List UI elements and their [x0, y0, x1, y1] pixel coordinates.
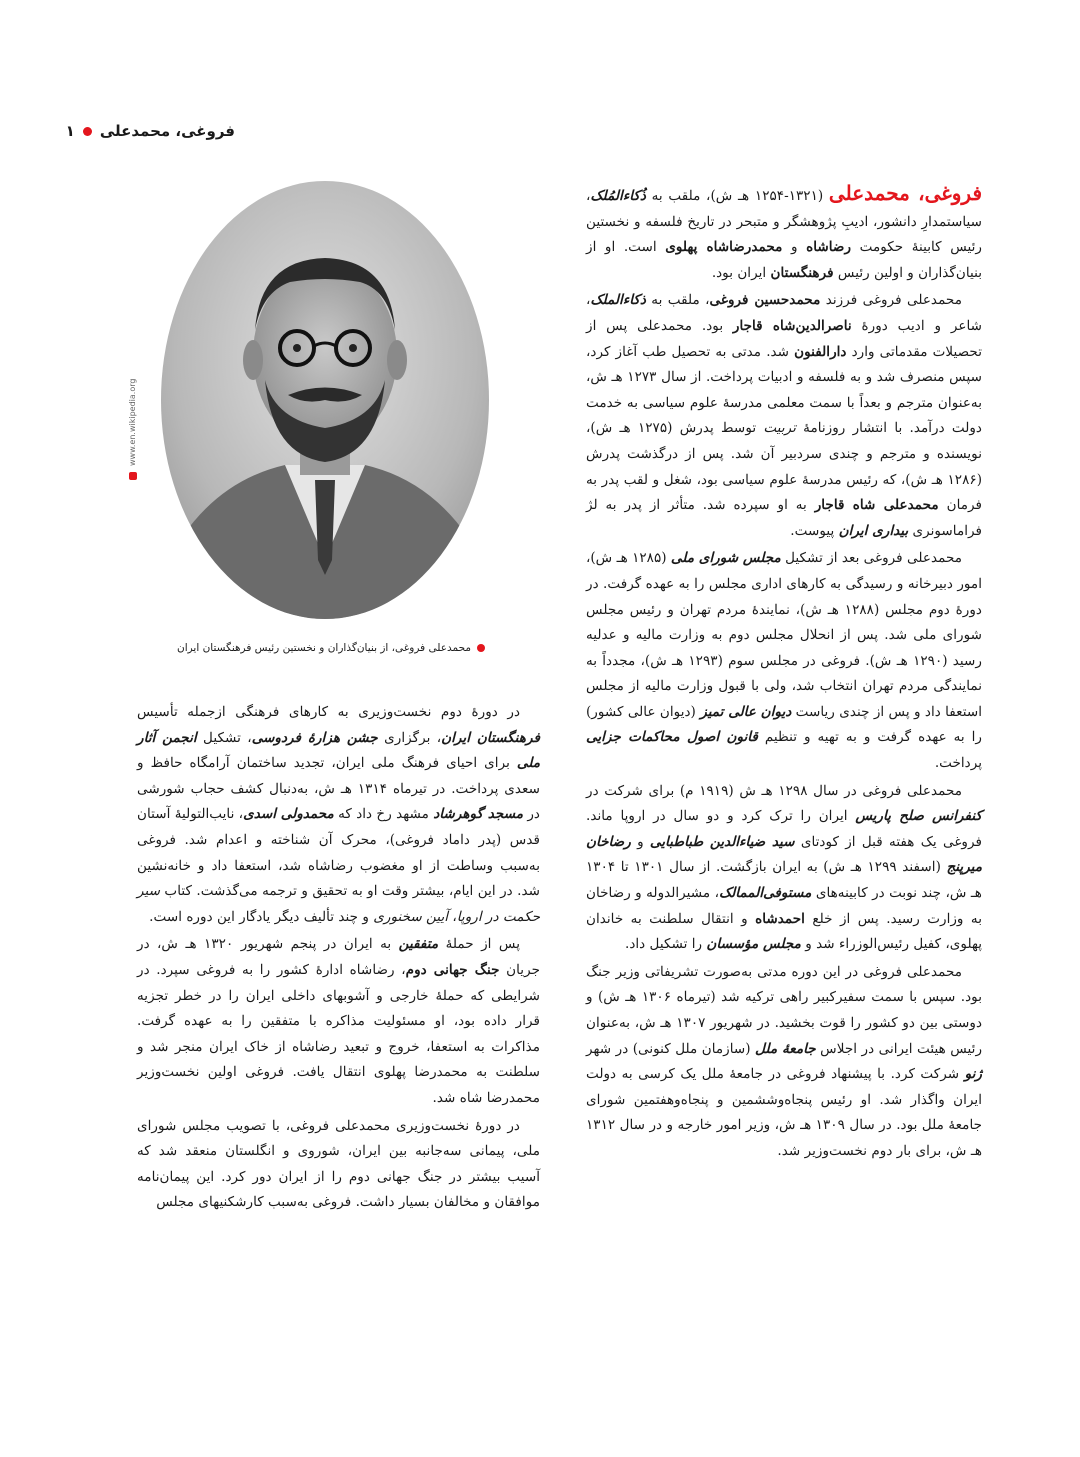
photo-credit: www.en.wikipedia.org — [128, 379, 137, 480]
bold-italic-term: مجلس شورای ملی — [670, 550, 781, 567]
text-run: و چند تألیف دیگر یادگار این دوره است. — [149, 908, 374, 925]
paragraph — [586, 546, 982, 776]
text-run: ، مشیرالدوله و رضاخان به وزارت رسید. پس از خلع — [586, 885, 983, 927]
text-run: ، تشکیل — [196, 729, 252, 746]
bold-italic-term: دیوان عالی تمیز — [700, 703, 792, 720]
text-run: در دورهٔ نخست‌وزیری محمدعلی فروغی، با تصویب مجلس شورای ملی، پیمانی سه‌جانبه بین ایران، شوروی و انگلستان منعقد شد که آسیب بیشتر در جنگ جهانی دوم را از ایران دور کرد. این پیمان‌نامه موافقان و مخالفان بسیار داشت. فروغی به‌سبب کارشکنیهای مجلس — [137, 1117, 540, 1211]
text-run: است. او از بنیان‌گذاران و اولین رئیس — [586, 239, 982, 281]
page-number: ۱ — [65, 122, 75, 140]
bold-term: دارالفنون — [794, 343, 847, 360]
text-run: (اسفند ۱۲۹۹ هـ ش) به ایران بازگشت. از سال ۱۳۰۱ تا ۱۳۰۴ هـ ش، چند نوبت در کابینه‌های — [586, 859, 982, 902]
bold-italic-term: ذکاءالملک — [590, 292, 646, 309]
figure-caption — [177, 642, 485, 654]
text-run: شرکت کرد. با پیشنهاد فروغی در جامعهٔ ملل یک کرسی به دولت ایران واگذار شد. او رئیس پنجاه‌وششمین و پنجاه‌وهفتمین شورای جامعهٔ ملل بود. در سال ۱۳۰۹ هـ ش، وزیر امور خارجه و در سال ۱۳۱۲ هـ ش، برای بار دوم نخست‌وزیر شد. — [586, 1066, 982, 1159]
italic-term: سیر حکمت در اروپا — [137, 883, 540, 925]
paragraph — [586, 960, 982, 1165]
paragraph — [137, 932, 540, 1111]
text-run: محمدعلی فروغی در این دوره مدتی به‌صورت تشریفاتی وزیر جنگ بود. سپس با سمت سفیرکبیر راهی ترکیه شد (تیرماه ۱۳۰۶ هـ ش) و دوستی بین دو کشور را قوت بخشید. در شهریور ۱۳۰۷ هـ ش، به‌عنوان رئیس هیئت ایرانی در اجلاس — [586, 963, 983, 1057]
text-run: به او سپرده شد. متأثر از پدر به لژ فراماسونری — [586, 497, 982, 539]
text-run: را تشکیل داد. — [625, 936, 707, 953]
text-run: محمدعلی فروغی در سال ۱۲۹۸ هـ ش (۱۹۱۹ م) برای شرکت در — [586, 782, 962, 799]
bold-term: احمدشاه — [755, 910, 805, 927]
bold-italic-term: جامعهٔ ملل — [755, 1040, 816, 1057]
bold-italic-term: جشن هزارهٔ فردوسی — [251, 729, 378, 746]
bold-italic-term: سید ضیاءالدین طباطبایی — [649, 833, 795, 850]
text-run: شد. مدتی به تحصیل طب آغاز کرد، سپس منصرف شد و به فلسفه و ادبیات پرداخت. از سال ۱۲۷۳ هـ ش، به‌عنوان مترجم و بعداً با سمت معلمی مدرسهٔ علوم سیاسی به خدمت دولت درآمد. با انتشار روزنامهٔ — [586, 343, 982, 437]
bold-term: محمدرضاشاه پهلوی — [665, 239, 783, 256]
bold-term: فرهنگستان — [770, 264, 834, 281]
bold-italic-term: محمدولی اسدی — [243, 806, 334, 823]
bold-italic-term: رضاخان میرپنج — [586, 833, 982, 876]
bold-term: محمدحسین فروغی — [709, 292, 821, 309]
portrait-photo — [160, 180, 490, 620]
bold-italic-term: مستوفی‌الممالک — [718, 885, 812, 902]
running-head — [66, 122, 235, 140]
running-title: فروغی، محمدعلی — [99, 122, 235, 140]
text-run: ، — [448, 908, 457, 925]
bold-italic-term: مسجد گوهرشاد — [433, 806, 524, 823]
paragraph — [586, 779, 982, 958]
article-left-column — [137, 700, 540, 1218]
text-run: (۱۳۲۱-۱۲۵۴ هـ ش)، ملقب به — [645, 188, 829, 204]
caption-text: محمدعلی فروغی، از بنیان‌گذاران و نخستین رئیس فرهنگستان ایران — [176, 642, 471, 654]
bold-italic-term: قانون اصول محاکمات جزایی — [586, 729, 758, 746]
text-run: برای احیای فرهنگ ملی ایران، تجدید ساختمان آرامگاه حافظ و سعدی پرداخت. در تیرماه ۱۳۱۴ هـ ش، به‌دنبال کشف حجاب شورشی در — [137, 755, 541, 823]
text-run: ، شاعر و ادیب دورهٔ — [586, 292, 982, 334]
text-run: ، ملقب به — [645, 292, 710, 309]
text-run: ، نایب‌التولیهٔ آستان قدس (پدر داماد فروغی)، محرک آن شناخته و اعدام شد. فروغی به‌سبب وساطت از او مغضوب رضاشاه شد، استعفا داد و خانه‌نشین شد. در این ایام، بیشتر وقت او به تحقیق و ترجمه می‌گذشت. کتاب — [137, 806, 540, 900]
bold-italic-term: کنفرانس صلح پاریس — [855, 808, 982, 825]
paragraph — [586, 288, 982, 544]
text-run: (دیوان عالی کشور) را به عهده گرفت و به تهیه و تنظیم — [586, 703, 982, 746]
bold-term: جنگ جهانی دوم — [405, 961, 500, 978]
italic-term: آیین سخنوری — [373, 908, 449, 925]
text-run: و انتقال سلطنت به خاندان پهلوی، کفیل رئیس‌الوزراء شد و — [586, 910, 982, 953]
text-run: ایران بود. — [711, 264, 771, 281]
text-run: ، برگزاری — [377, 729, 442, 746]
text-run: پیوست. — [790, 522, 839, 539]
paragraph — [137, 1114, 540, 1216]
bold-italic-term: ژنو — [964, 1066, 982, 1083]
bullet-icon — [477, 644, 485, 652]
bold-term: محمدعلی شاه قاجار — [814, 497, 939, 514]
bold-italic-term: فرهنگستان ایران — [441, 729, 540, 746]
text-run: محمدعلی فروغی بعد از تشکیل — [780, 550, 962, 567]
text-run: محمدعلی فروغی فرزند — [820, 292, 962, 309]
paragraph — [586, 181, 982, 286]
text-run: (سازمان ملل کنونی) در شهر — [586, 1040, 756, 1057]
bold-italic-term: بیداری ایران — [838, 522, 909, 539]
text-run: ، سیاستمدارِ دانشور، ادیبِ پژوهشگر و متبحر در تاریخ فلسفه و نخستین رئیس کابینهٔ حکومت — [586, 188, 982, 256]
text-run: ، رضاشاه ادارهٔ کشور را به فروغی سپرد. در شرایطی که حملهٔ خارجی و آشوبهای داخلی ایران را در خطر تجزیه قرار داده بود، او مسئولیت مذاکره با متفقین را به عهده گرفت. مذاکرات به استعفا، خروج و تبعید رضاشاه از خاک ایران منجر شد و سلطنت به محمدرضا پهلوی انتقال یافت. فروغی اولین نخست‌وزیر محمدرضا شاه شد. — [137, 961, 540, 1106]
paragraph — [137, 700, 540, 930]
text-run: پس از حملهٔ — [438, 936, 520, 953]
text-run: توسط پدرش (۱۲۷۵ هـ ش)، نویسنده و مترجم و چندی سردبیر آن شد. پس از درگذشت پدرش (۱۲۸۶ هـ ش)، که رئیس مدرسهٔ علوم سیاسی بود، شغل و لقب پدر به فرمان — [586, 420, 982, 514]
bold-term: رضاشاه — [806, 239, 852, 256]
bold-term: ناصرالدین‌شاه قاجار — [732, 317, 852, 334]
text-run: به ایران در پنجم شهریور ۱۳۲۰ هـ ش، در جریان — [137, 936, 540, 978]
text-run: پرداخت. — [934, 755, 982, 772]
bold-italic-term: مجلس مؤسسان — [706, 936, 801, 953]
entry-headword: فروغی، محمدعلی — [828, 181, 983, 205]
bullet-icon — [83, 127, 92, 136]
text-run: (۱۲۸۵ هـ ش)، امور دبیرخانه و رسیدگی به کارهای اداری مجلس را به عهده گرفت. در دورهٔ دوم مجلس (۱۲۸۸ هـ ش)، نمایندهٔ مردم تهران و رئیس مجلس شورای ملی شد. پس از انحلال مجلس دوم به وزارت مالیه و عدلیه رسید (۱۲۹۰ هـ ش). فروغی در مجلس سوم (۱۲۹۳ هـ ش)، مجدداً به نمایندگی مردم تهران انتخاب شد، ولی با قبول وزارت مالیه از مجلس استعفا داد و پس از چندی ریاست — [585, 550, 982, 720]
italic-term: تربیت — [763, 420, 796, 437]
text-run: ایران را ترک کرد و دو سال در اروپا ماند. فروغی یک هفته قبل از کودتای — [586, 808, 982, 850]
bold-italic-term: ذُکاءالمُلک — [590, 188, 646, 204]
text-run: و — [630, 833, 650, 850]
text-run: مشهد رخ داد که — [333, 806, 434, 823]
text-run: و — [782, 239, 807, 256]
bold-italic-term: انجمن آثار ملی — [137, 729, 540, 772]
text-run: بود. محمدعلی پس از تحصیلات مقدماتی وارد — [586, 317, 982, 360]
article-right-column — [586, 181, 982, 1167]
text-run: در دورهٔ دوم نخست‌وزیری به کارهای فرهنگی ازجمله تأسیس — [137, 704, 520, 720]
bold-italic-term: متفقین — [398, 936, 439, 953]
copyright-icon — [129, 472, 137, 480]
